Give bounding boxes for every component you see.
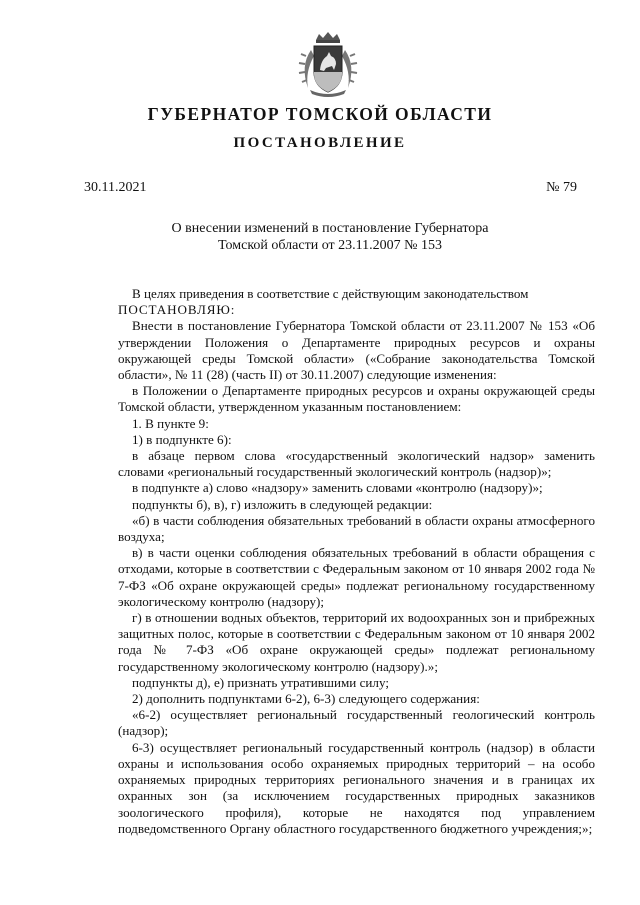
body-paragraph: «б) в части соблюдения обязательных требований в области охраны атмосферного воздуха; <box>118 512 595 545</box>
body-paragraph: подпункты д), е) признать утратившими силу; <box>132 674 389 690</box>
document-subject <box>120 221 540 254</box>
governor-title: ГУБЕРНАТОР ТОМСКОЙ ОБЛАСТИ <box>147 104 493 124</box>
body-paragraph: 6-3) осуществляет региональный государственный контроль (надзор) в области охраны и использования особо охраняемых природных территорий – на особо охраняемых природных территориях регионального значения и в границах их охранных зон (за исключением государственных природных заказников зоологического профиля), которые не находятся под управлением подведомственного Органу областного государственного бюджетного учреждения;»; <box>118 739 595 836</box>
body-paragraph: в абзаце первом слова «государственный экологический надзор» заменить словами «региональный государственный экологический контроль (надзор)»; <box>118 448 595 480</box>
body-paragraph: в подпункте а) слово «надзору» заменить словами «контролю (надзору)»; <box>132 480 543 496</box>
body-paragraph: в Положении о Департаменте природных ресурсов и охраны окружающей среды Томской области, утвержденном указанным постановлением: <box>118 383 595 415</box>
document-body <box>118 286 595 837</box>
coat-of-arms-icon <box>296 32 360 98</box>
subject-line: О внесении изменений в постановление Губернатора <box>171 221 489 236</box>
body-paragraph: 1) в подпункте 6): <box>132 431 232 447</box>
body-paragraph: 2) дополнить подпунктами 6-2), 6-3) следующего содержания: <box>132 691 480 707</box>
document-date: 30.11.2021 <box>84 180 147 195</box>
subject-line: Томской области от 23.11.2007 № 153 <box>218 237 442 253</box>
document-type: ПОСТАНОВЛЕНИЕ <box>233 135 407 151</box>
body-paragraph: «6-2) осуществляет региональный государственный геологический контроль (надзор); <box>118 707 595 739</box>
body-paragraph: в) в части оценки соблюдения обязательных требований в области обращения с отходами, которые в соответствии с Федеральным законом от 10 января 2002 года № 7-ФЗ «Об охране окружающей среды» подлежат региональному государственному экологическому контролю (надзору); <box>118 545 595 609</box>
preamble-paragraph: В целях приведения в соответствие с действующим законодательством <box>132 286 529 301</box>
body-paragraph: г) в отношении водных объектов, территорий их водоохранных зон и прибрежных защитных полос, которые в соответствии с Федеральным законом от 10 января 2002 года № 7-ФЗ «Об охране окружающей среды» подлежат региональному государственному экологическому контролю (надзору).»; <box>118 610 595 674</box>
document-number: № 79 <box>546 180 577 195</box>
body-paragraph: 1. В пункте 9: <box>132 415 209 431</box>
body-paragraph: Внести в постановление Губернатора Томской области от 23.11.2007 № 153 «Об утверждении Положения о Департаменте природных ресурсов и охраны окружающей среды Томской области» («Собрание законодательства Томской области», № 11 (28) (часть II) от 30.11.2007) следующие изменения: <box>118 318 595 383</box>
directive-word: ПОСТАНОВЛЯЮ: <box>118 302 236 318</box>
body-paragraph: подпункты б), в), г) изложить в следующей редакции: <box>132 496 433 512</box>
